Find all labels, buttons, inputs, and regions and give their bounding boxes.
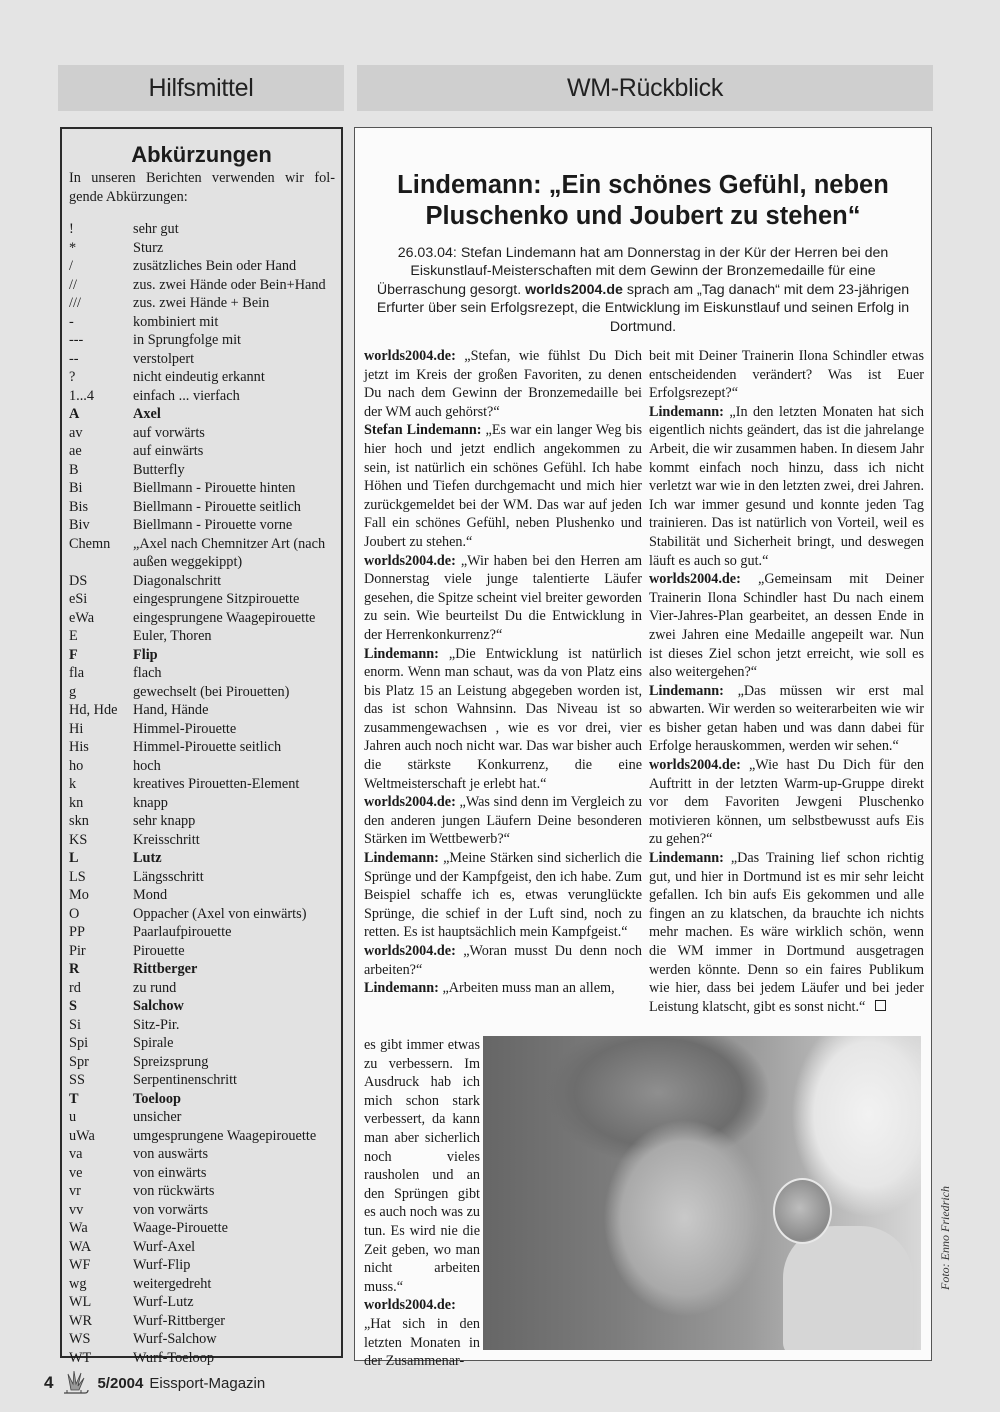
abbreviation-row bbox=[69, 387, 337, 406]
abbreviation-row bbox=[69, 1256, 337, 1275]
abbreviation-key: Bi bbox=[69, 480, 83, 497]
abbreviation-meaning: Oppacher (Axel von einwärts) bbox=[133, 905, 307, 922]
abbreviation-key: // bbox=[69, 276, 77, 293]
abbreviations-intro: In unseren Berichten verwenden wir fol-gende Abkürzungen: bbox=[69, 170, 335, 205]
abbreviation-row bbox=[69, 257, 337, 276]
interview-paragraph bbox=[364, 1296, 480, 1370]
abbreviation-key: - bbox=[69, 313, 74, 330]
abbreviation-meaning: auf vorwärts bbox=[133, 424, 205, 441]
abbreviation-row bbox=[69, 683, 337, 702]
abbreviation-key: vv bbox=[69, 1201, 84, 1218]
abbreviation-meaning: Biellmann - Pirouette vorne bbox=[133, 517, 293, 534]
paragraph-text: es gibt immer etwas zu verbessern. Im Ausdruck hab ich mich schon stark verbessert, da kann man aber sicherlich noch vieles rausholen und an den Sprüngen gibt es auch noch was zu tun. Es wird nie die Zeit geben, wo man nicht arbeiten muss.“ bbox=[364, 1037, 480, 1295]
abbreviation-row bbox=[69, 1108, 337, 1127]
interview-paragraph bbox=[649, 403, 924, 570]
abbreviation-meaning: Kreisschritt bbox=[133, 831, 200, 848]
abbreviation-meaning: umgesprungene Waagepirouette bbox=[133, 1127, 317, 1144]
abbreviation-meaning: Längsschritt bbox=[133, 868, 204, 885]
abbreviation-meaning: Salchow bbox=[133, 998, 184, 1015]
interview-paragraph bbox=[364, 421, 642, 551]
interview-paragraph bbox=[364, 849, 642, 942]
abbreviation-row bbox=[69, 535, 337, 572]
interview-paragraph bbox=[364, 552, 642, 645]
abbreviation-meaning: kombiniert mit bbox=[133, 313, 219, 330]
abbreviation-key: DS bbox=[69, 572, 88, 589]
abbreviation-key: Hi bbox=[69, 720, 84, 737]
abbreviation-key: Chemn bbox=[69, 535, 111, 552]
abbreviation-row bbox=[69, 886, 337, 905]
abbreviation-key: Spi bbox=[69, 1035, 89, 1052]
abbreviation-key: eWa bbox=[69, 609, 95, 626]
interview-paragraph bbox=[364, 793, 642, 849]
speaker-label: worlds2004.de: bbox=[364, 1297, 456, 1314]
abbreviation-key: uWa bbox=[69, 1127, 95, 1144]
abbreviation-key: Biv bbox=[69, 517, 90, 534]
abbreviation-key: Spr bbox=[69, 1053, 89, 1070]
interview-paragraph bbox=[649, 849, 924, 1016]
section-title: Hilfsmittel bbox=[148, 73, 254, 102]
abbreviation-meaning: sehr knapp bbox=[133, 813, 196, 830]
abbreviation-key: B bbox=[69, 461, 79, 478]
abbreviation-row bbox=[69, 461, 337, 480]
abbreviation-key: * bbox=[69, 239, 77, 256]
abbreviation-key: ve bbox=[69, 1164, 83, 1181]
abbreviation-meaning: Paarlaufpirouette bbox=[133, 924, 232, 941]
abbreviation-row bbox=[69, 1293, 337, 1312]
abbreviation-meaning: von auswärts bbox=[133, 1146, 209, 1163]
abbreviation-row bbox=[69, 590, 337, 609]
section-title: WM-Rückblick bbox=[566, 73, 724, 102]
interview-article bbox=[354, 127, 932, 1370]
abbreviation-meaning: Flip bbox=[133, 646, 158, 663]
abbreviation-row bbox=[69, 1053, 337, 1072]
abbreviation-meaning: einfach ... vierfach bbox=[133, 387, 240, 404]
abbreviation-meaning: zusätzliches Bein oder Hand bbox=[133, 258, 297, 275]
paragraph-text: „Stefan, wie fühlst Du Dich jetzt im Kreis der großen Favoriten, zu denen Du nach dem Gewinn der Bronzemedaille bei der WM auch gehörst?“ bbox=[364, 348, 642, 420]
interview-paragraph bbox=[364, 645, 642, 794]
abbreviation-meaning: auf einwärts bbox=[133, 443, 204, 460]
abbreviation-key: SS bbox=[69, 1072, 85, 1089]
speaker-label: Lindemann: bbox=[649, 850, 724, 867]
article-column-2 bbox=[649, 347, 924, 1016]
paragraph-text: „Was sind denn im Vergleich zu den anderen jungen Läufern Deine besonderen Stärken im Wettbewerb?“ bbox=[364, 794, 642, 848]
paragraph-text: „Wie hast Du Dich für den Auftritt in der letzten Warm-up-Gruppe direkt vor dem Favoriten Jewgeni Pluschenko motivieren können, um selbstbewusst aufs Eis zu gehen?“ bbox=[649, 757, 924, 848]
headline-line-1: Lindemann: „Ein schönes Gefühl, neben bbox=[397, 171, 889, 199]
abbreviation-key: va bbox=[69, 1146, 83, 1163]
abbreviation-row bbox=[69, 572, 337, 591]
abbreviation-meaning: sehr gut bbox=[133, 221, 179, 238]
abbreviation-row bbox=[69, 794, 337, 813]
paragraph-text: „In den letzten Monaten hat sich eigentlich nichts geändert, das ist die jahrelange Arbeit, die wir zusammen haben. In diesem Jahr kommt einfach noch hinzu, dass ich nicht verletzt war wie in den letzten zwei, drei Jahren. Ich war immer gesund und konnte jeden Tag trainieren. Das ist natürlich von Vorteil, weil es Stabilität und Sicherheit bringt, und deswegen läuft es auch so gut.“ bbox=[649, 403, 924, 569]
abbreviation-row bbox=[69, 1182, 337, 1201]
interview-paragraph bbox=[649, 347, 924, 403]
abbreviation-row bbox=[69, 627, 337, 646]
interview-paragraph bbox=[649, 570, 924, 682]
lindemann-photo bbox=[483, 1036, 921, 1350]
paragraph-text: „Das müssen wir erst mal abwarten. Wir werden so weiterarbeiten wie wir es bisher getan haben und was dann dabei für Erfolge herauskommen, werden wir sehen.“ bbox=[649, 682, 924, 755]
speaker-label: Lindemann: bbox=[364, 645, 439, 662]
abbreviation-meaning: Wurf-Lutz bbox=[133, 1294, 194, 1311]
abbreviation-meaning: verstolpert bbox=[133, 350, 195, 367]
abbreviation-meaning: Wurf-Rittberger bbox=[133, 1312, 226, 1329]
abbreviation-key: WT bbox=[69, 1349, 92, 1366]
abbreviation-row bbox=[69, 424, 337, 443]
abbreviation-meaning: Rittberger bbox=[133, 961, 198, 978]
speaker-label: worlds2004.de: bbox=[364, 943, 456, 959]
medal-icon bbox=[773, 1178, 832, 1244]
abbreviation-row bbox=[69, 979, 337, 998]
lead-text: 26.03.04: Stefan Lindemann hat am Donnerstag in der Kür der Herren bei den Eiskunstlauf-Meisterschaften mit dem Gewinn der Bronzemedaille für eine Überraschung gesorgt. bbox=[376, 245, 889, 298]
abbreviation-meaning: Biellmann - Pirouette hinten bbox=[133, 480, 296, 497]
abbreviation-row bbox=[69, 294, 337, 313]
abbreviation-row bbox=[69, 701, 337, 720]
abbreviation-row bbox=[69, 1201, 337, 1220]
abbreviation-meaning: eingesprungene Sitzpirouette bbox=[133, 591, 300, 608]
paragraph-text: „Es war ein langer Weg bis hier hoch und jetzt endlich angekommen zu sein, ist natürlich ein schönes Gefühl. Ich habe Höhen und Tiefen durchgemacht und mich hier zurückgemeldet bei der WM. Das war auf jeden Fall ein schönes Gefühl, neben Plushenko und Joubert zu stehen.“ bbox=[364, 422, 642, 550]
photo-credit: Foto: Enno Friedrich bbox=[938, 1186, 952, 1290]
abbreviation-row bbox=[69, 1071, 337, 1090]
end-of-article-icon bbox=[875, 1000, 886, 1011]
abbreviation-row bbox=[69, 960, 337, 979]
abbreviation-meaning: von einwärts bbox=[133, 1164, 207, 1181]
abbreviation-row bbox=[69, 350, 337, 369]
speaker-label: Lindemann: bbox=[364, 980, 439, 997]
abbreviation-meaning: Himmel-Pirouette bbox=[133, 720, 237, 737]
abbreviation-row bbox=[69, 942, 337, 961]
abbreviation-key: /// bbox=[69, 295, 81, 312]
abbreviation-key: / bbox=[69, 258, 73, 275]
abbreviation-meaning: zus. zwei Hände oder Bein+Hand bbox=[133, 276, 326, 293]
magazine-name: Eissport-Magazin bbox=[149, 1374, 266, 1392]
abbreviation-key: --- bbox=[69, 332, 84, 349]
abbreviation-meaning: flach bbox=[133, 665, 162, 682]
abbreviation-row bbox=[69, 442, 337, 461]
abbreviation-key: u bbox=[69, 1109, 77, 1126]
speaker-label: Lindemann: bbox=[649, 403, 724, 420]
article-lead bbox=[373, 244, 913, 336]
abbreviation-row bbox=[69, 997, 337, 1016]
abbreviation-row bbox=[69, 239, 337, 258]
abbreviation-key: LS bbox=[69, 868, 86, 885]
abbreviation-meaning: zus. zwei Hände + Bein bbox=[133, 295, 270, 312]
abbreviation-row bbox=[69, 738, 337, 757]
abbreviation-key: k bbox=[69, 776, 77, 793]
speaker-label: worlds2004.de: bbox=[364, 794, 456, 811]
abbreviation-row bbox=[69, 720, 337, 739]
abbreviation-key: A bbox=[69, 406, 80, 423]
abbreviation-key: PP bbox=[69, 924, 85, 941]
abbreviation-key: rd bbox=[69, 979, 81, 996]
section-header-wm-rueckblick bbox=[357, 65, 933, 111]
interview-paragraph bbox=[364, 942, 642, 979]
abbreviation-meaning: „Axel nach Chemnitzer Art (nach außen weggekippt) bbox=[133, 535, 326, 571]
headline-line-2: Pluschenko und Joubert zu stehen“ bbox=[425, 202, 861, 230]
abbreviation-meaning: Wurf-Salchow bbox=[133, 1331, 217, 1348]
interview-paragraph bbox=[364, 347, 642, 421]
abbreviation-key: WF bbox=[69, 1257, 91, 1274]
abbreviation-row bbox=[69, 664, 337, 683]
abbreviation-row bbox=[69, 1164, 337, 1183]
abbreviation-row bbox=[69, 905, 337, 924]
abbreviation-key: Hd, Hde bbox=[69, 702, 118, 719]
abbreviation-meaning: in Sprungfolge mit bbox=[133, 332, 242, 349]
abbreviation-meaning: Toeloop bbox=[133, 1090, 181, 1107]
paragraph-text: „Arbeiten muss man an allem, bbox=[438, 980, 615, 997]
speaker-label: Lindemann: bbox=[364, 850, 439, 867]
speaker-label: worlds2004.de: bbox=[364, 552, 456, 569]
abbreviation-key: WR bbox=[69, 1312, 93, 1329]
abbreviation-row bbox=[69, 1238, 337, 1257]
abbreviation-key: His bbox=[69, 739, 89, 756]
abbreviation-key: WL bbox=[69, 1294, 92, 1311]
speaker-label: Lindemann: bbox=[649, 682, 724, 699]
abbreviation-meaning: Wurf-Flip bbox=[133, 1257, 191, 1274]
hand-shape bbox=[783, 1226, 913, 1350]
paragraph-text: „Meine Stärken sind sicherlich die Sprünge und der Kampfgeist, den ich habe. Zum Beispiel schaffe ich es, etwas verunglückte Sprünge, die schief in der Luft sind, noch zu retten. Es ist hauptsächlich mein Kampfgeist.“ bbox=[364, 850, 642, 941]
abbreviation-key: WS bbox=[69, 1331, 91, 1348]
abbreviation-meaning: Wurf-Toeloop bbox=[133, 1349, 214, 1366]
abbreviation-meaning: Himmel-Pirouette seitlich bbox=[133, 739, 282, 756]
abbreviation-meaning: von vorwärts bbox=[133, 1201, 209, 1218]
paragraph-text: beit mit Deiner Trainerin Ilona Schindler etwas entscheidenden verändert? Was ist Euer Erfolgsrezept?“ bbox=[649, 348, 924, 402]
abbreviation-key: ! bbox=[69, 221, 74, 238]
abbreviation-row bbox=[69, 1275, 337, 1294]
abbreviation-row bbox=[69, 868, 337, 887]
paragraph-text: „Das Training lief schon richtig gut, und hier in Dortmund ist es mir sehr leicht gefallen. Ich bin aufs Eis gekommen und alle fingen an zu klatschen, da brauchte ich nichts mehr machen. Es wäre wirklich schön, wenn die WM immer in Dortmund ausgetragen werden könnte. Denn so ein faires Publikum wie hier, dass bei jedem Läufer und bei jeder Leistung klatscht, gibt es sonst nicht.“ bbox=[649, 850, 924, 1015]
paragraph-text: „Wir haben bei den Herren am Donnerstag viele junge talentierte Läufer gesehen, die Spitze scheint viel breiter geworden zu sein. Wie beurteilst Du die Entwicklung in der Herrenkonkurrenz?“ bbox=[364, 552, 642, 643]
interview-paragraph bbox=[649, 756, 924, 849]
abbreviation-row bbox=[69, 1090, 337, 1109]
abbreviation-meaning: Hand, Hände bbox=[133, 702, 209, 719]
lead-source: worlds2004.de bbox=[525, 281, 623, 298]
abbreviation-row bbox=[69, 368, 337, 387]
abbreviation-meaning: gewechselt (bei Pirouetten) bbox=[133, 683, 290, 700]
abbreviation-row bbox=[69, 812, 337, 831]
abbreviation-row bbox=[69, 1016, 337, 1035]
abbreviation-meaning: weitergedreht bbox=[133, 1275, 212, 1292]
abbreviation-key: Pir bbox=[69, 942, 86, 959]
page-footer bbox=[44, 1368, 265, 1398]
abbreviation-meaning: von rückwärts bbox=[133, 1183, 215, 1200]
abbreviations-list bbox=[62, 220, 341, 1367]
abbreviation-key: av bbox=[69, 424, 83, 441]
abbreviation-meaning: Pirouette bbox=[133, 942, 185, 959]
abbreviation-row bbox=[69, 923, 337, 942]
abbreviation-row bbox=[69, 220, 337, 239]
abbreviation-row bbox=[69, 516, 337, 535]
abbreviation-key: eSi bbox=[69, 591, 88, 608]
abbreviation-meaning: Sitz-Pir. bbox=[133, 1016, 180, 1033]
article-column-1 bbox=[364, 347, 642, 998]
abbreviation-key: wg bbox=[69, 1275, 87, 1292]
lead-text: sprach am „Tag danach“ mit dem 23-jährigen Erfurter über sein Erfolgsrezept, die Entwicklung im Eiskunstlauf und seinen Erfolg in Dortmund. bbox=[376, 281, 910, 335]
abbreviation-meaning: eingesprungene Waagepirouette bbox=[133, 609, 316, 626]
abbreviation-row bbox=[69, 646, 337, 665]
abbreviation-key: Mo bbox=[69, 887, 89, 904]
interview-paragraph bbox=[364, 1036, 480, 1296]
abbreviation-meaning: Axel bbox=[133, 406, 161, 423]
abbreviation-meaning: hoch bbox=[133, 757, 161, 774]
abbreviation-meaning: Diagonalschritt bbox=[133, 572, 222, 589]
abbreviation-row bbox=[69, 849, 337, 868]
abbreviation-row bbox=[69, 1034, 337, 1053]
article-headline bbox=[355, 170, 931, 232]
abbreviation-meaning: Biellmann - Pirouette seitlich bbox=[133, 498, 301, 515]
abbreviation-row bbox=[69, 498, 337, 517]
abbreviation-key: Wa bbox=[69, 1220, 88, 1237]
abbreviation-row bbox=[69, 479, 337, 498]
abbreviation-row bbox=[69, 757, 337, 776]
abbreviation-key: Si bbox=[69, 1016, 81, 1033]
abbreviation-key: E bbox=[69, 628, 78, 645]
page-number: 4 bbox=[44, 1373, 54, 1392]
abbreviation-key: fla bbox=[69, 665, 85, 682]
abbreviation-meaning: zu rund bbox=[133, 979, 177, 996]
abbreviation-key: skn bbox=[69, 813, 89, 830]
abbreviation-key: WA bbox=[69, 1238, 92, 1255]
abbreviation-key: Bis bbox=[69, 498, 89, 515]
abbreviation-meaning: Wurf-Axel bbox=[133, 1238, 196, 1255]
abbreviation-row bbox=[69, 775, 337, 794]
abbreviation-row bbox=[69, 1330, 337, 1349]
abbreviation-row bbox=[69, 313, 337, 332]
abbreviation-key: kn bbox=[69, 794, 84, 811]
abbreviation-meaning: unsicher bbox=[133, 1109, 182, 1126]
abbreviation-meaning: knapp bbox=[133, 794, 168, 811]
abbreviation-meaning: Sturz bbox=[133, 239, 164, 256]
abbreviation-key: O bbox=[69, 905, 80, 922]
abbreviation-key: S bbox=[69, 998, 77, 1015]
paragraph-text: „Gemeinsam mit Deiner Trainerin Ilona Schindler hast Du nach einem Vier-Jahres-Plan gearbeitet, an dessen Ende in zwei Jahren eine Medaille angepeilt war. Nun ist dieses Ziel schon jetzt erreicht, wie soll es also weitergehen?“ bbox=[649, 571, 924, 681]
section-header-hilfsmittel bbox=[58, 65, 344, 111]
speaker-label: Stefan Lindemann: bbox=[364, 422, 482, 439]
abbreviation-row bbox=[69, 1127, 337, 1146]
interview-paragraph bbox=[364, 979, 642, 998]
paragraph-text: „Woran musst Du denn noch arbeiten?“ bbox=[364, 943, 642, 978]
abbreviation-row bbox=[69, 1219, 337, 1238]
abbreviation-meaning: Spirale bbox=[133, 1035, 174, 1052]
abbreviation-meaning: kreatives Pirouetten-Element bbox=[133, 776, 300, 793]
issue-number: 5/2004 bbox=[97, 1374, 144, 1392]
abbreviation-key: T bbox=[69, 1090, 79, 1107]
abbreviation-key: g bbox=[69, 683, 77, 700]
abbreviation-key: L bbox=[69, 850, 79, 867]
interview-paragraph bbox=[649, 682, 924, 756]
abbreviation-key: ae bbox=[69, 443, 82, 460]
abbreviation-row bbox=[69, 276, 337, 295]
abbreviation-meaning: Butterfly bbox=[133, 461, 185, 478]
skater-logo-icon bbox=[59, 1368, 93, 1398]
abbreviation-meaning: Serpentinenschritt bbox=[133, 1072, 238, 1089]
abbreviation-key: F bbox=[69, 646, 78, 663]
abbreviation-row bbox=[69, 1312, 337, 1331]
abbreviation-meaning: Waage-Pirouette bbox=[133, 1220, 228, 1237]
abbreviation-meaning: nicht eindeutig erkannt bbox=[133, 369, 265, 386]
paragraph-text: „Die Entwicklung ist natürlich enorm. Wenn man schaut, was da von Platz eins bis Platz 15 an Leistung abgegeben worden ist, das ist schon Wahnsinn. Das Niveau ist so zusammengewachsen , wie es vor drei, vier Jahren auch noch nicht war. Das war bisher auch die stärkste Konkurrenz, die eine Weltmeisterschaft je erlebt hat.“ bbox=[364, 645, 642, 792]
abbreviation-key: ho bbox=[69, 757, 84, 774]
article-column-1-continued bbox=[364, 1036, 480, 1371]
speaker-label: worlds2004.de: bbox=[649, 571, 741, 588]
abbreviation-key: ? bbox=[69, 369, 76, 386]
abbreviation-row bbox=[69, 1145, 337, 1164]
abbreviation-row bbox=[69, 609, 337, 628]
speaker-label: worlds2004.de: bbox=[364, 348, 456, 364]
abbreviation-meaning: Mond bbox=[133, 887, 168, 904]
abbreviations-box bbox=[60, 127, 343, 1366]
abbreviations-title: Abkürzungen bbox=[131, 142, 272, 167]
paragraph-text: „Hat sich in den letzten Monaten in der Zusammenar- bbox=[364, 1315, 480, 1370]
abbreviation-key: R bbox=[69, 961, 80, 978]
abbreviation-key: KS bbox=[69, 831, 88, 848]
abbreviation-row bbox=[69, 405, 337, 424]
abbreviation-key: 1...4 bbox=[69, 387, 95, 404]
abbreviation-meaning: Lutz bbox=[133, 850, 162, 867]
abbreviation-row bbox=[69, 831, 337, 850]
abbreviation-row bbox=[69, 1349, 337, 1368]
abbreviation-key: vr bbox=[69, 1183, 81, 1200]
abbreviation-key: -- bbox=[69, 350, 79, 367]
abbreviation-meaning: Euler, Thoren bbox=[133, 628, 212, 645]
speaker-label: worlds2004.de: bbox=[649, 757, 741, 774]
abbreviation-row bbox=[69, 331, 337, 350]
abbreviation-meaning: Spreizsprung bbox=[133, 1053, 209, 1070]
